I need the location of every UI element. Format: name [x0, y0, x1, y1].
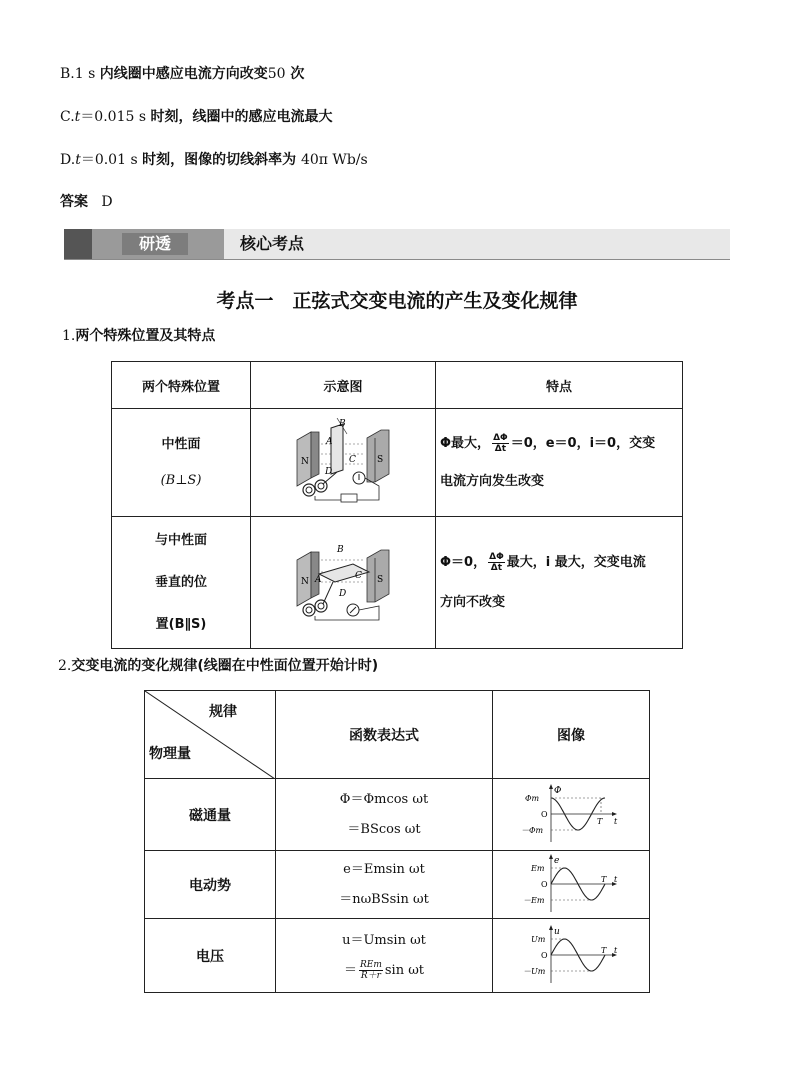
- emf-expr-cell: [276, 851, 493, 919]
- subheading-1: [62, 325, 215, 345]
- table1-header-position: 两个特殊位置: [112, 362, 251, 409]
- flux-graph-origin: O: [541, 809, 548, 819]
- voltage-expr2-eq: ＝: [343, 962, 357, 978]
- answer-label: 答案: [60, 194, 88, 210]
- voltage-frac-num: REm: [359, 959, 382, 970]
- neutral-plane-name: 中性面: [161, 436, 201, 452]
- diagram1-label-s: S: [377, 454, 384, 465]
- option-c-eq: ＝0.015 s: [80, 109, 151, 125]
- table1-row-perpendicular: [112, 517, 683, 649]
- option-c: [60, 106, 332, 126]
- table2-header-row: [145, 691, 650, 779]
- diagram1-label-d: D: [325, 466, 333, 477]
- perpendicular-feature-fraction: [488, 552, 505, 573]
- emf-graph-period: T: [601, 874, 607, 884]
- option-d: [60, 149, 368, 169]
- option-d-text: 时刻，图像的切线斜率为: [142, 152, 301, 168]
- corner-top-label: 规律: [209, 704, 237, 720]
- voltage-expr2-fraction: [359, 960, 383, 981]
- variation-law-table: [144, 690, 650, 993]
- subheading-1-text: 两个特殊位置及其特点: [75, 328, 216, 344]
- flux-graph-ylabel: Φ: [554, 785, 562, 796]
- table1-row-neutral: [112, 409, 683, 517]
- option-b-value: 50: [267, 66, 286, 82]
- diagram1-label-b: B: [339, 418, 346, 429]
- perpendicular-name-a: 与中性面: [154, 532, 207, 548]
- option-b-text: 内线圈中感应电流方向改变: [99, 66, 268, 82]
- subheading-2-num: 2.: [58, 658, 72, 674]
- flux-expr2: ＝BScos ωt: [347, 821, 421, 837]
- voltage-graph-ylabel: u: [554, 926, 560, 937]
- option-c-text: 时刻，线圈中的感应电流最大: [150, 109, 333, 125]
- perpendicular-name-b: 垂直的位: [154, 574, 207, 590]
- emf-graph-cell: [493, 851, 650, 919]
- flux-graph: [521, 784, 621, 842]
- subheading-1-num: 1.: [62, 328, 76, 344]
- emf-graph: [521, 854, 621, 912]
- emf-graph-t: t: [614, 874, 618, 884]
- option-c-var: t: [74, 109, 81, 125]
- diagram2-label-d: D: [339, 588, 347, 599]
- table2-row-flux: [145, 779, 650, 851]
- voltage-graph: [521, 925, 621, 983]
- answer: [60, 191, 113, 211]
- option-c-prefix: C.: [60, 109, 75, 125]
- diagram2-label-b: B: [337, 544, 344, 555]
- option-d-eq: ＝0.01 s: [80, 152, 143, 168]
- table2-row-voltage: [145, 919, 650, 993]
- perpendicular-feature-b: 最大，i 最大，交变电流: [506, 554, 646, 570]
- subheading-2-text: 交变电流的变化规律(线圈在中性面位置开始计时): [71, 658, 379, 674]
- flux-name: 磁通量: [145, 779, 276, 851]
- table1-header-feature: 特点: [436, 362, 683, 409]
- subheading-2: [58, 655, 378, 675]
- perpendicular-feature-a: Φ＝0，: [440, 554, 487, 570]
- emf-expr2: ＝nωBSsin ωt: [339, 891, 429, 907]
- banner-tag: 研透: [122, 233, 188, 255]
- answer-value: D: [101, 194, 113, 210]
- emf-graph-ymin: －Em: [523, 895, 545, 905]
- table2-header-expr: 函数表达式: [276, 691, 493, 779]
- voltage-graph-ymax: Um: [531, 934, 546, 944]
- voltage-graph-origin: O: [541, 950, 548, 960]
- emf-graph-ylabel: e: [554, 855, 560, 866]
- banner-rule: [64, 259, 730, 260]
- neutral-diagram-cell: [251, 409, 436, 517]
- section-banner: [64, 229, 730, 259]
- option-b-prefix: B.1 s: [60, 66, 100, 82]
- perpendicular-name-c: 置(B∥S): [155, 616, 207, 632]
- voltage-expr2: [276, 956, 492, 986]
- neutral-plane-note: (B⊥S): [160, 472, 202, 488]
- neutral-feature-cell: [436, 409, 683, 517]
- table1-header-diagram: 示意图: [251, 362, 436, 409]
- perpendicular-feature-cell: [436, 517, 683, 649]
- banner-dark-block: [64, 229, 92, 259]
- option-d-prefix: D.: [60, 152, 76, 168]
- flux-graph-ymin: －Φm: [521, 825, 544, 835]
- neutral-frac-den: Δt: [494, 443, 507, 454]
- diagram2-label-s: S: [377, 574, 384, 585]
- flux-graph-period: T: [597, 816, 603, 826]
- flux-graph-t: t: [614, 816, 618, 826]
- neutral-feature-b: ＝0，e＝0，i＝0，交变: [510, 435, 656, 451]
- voltage-graph-t: t: [614, 945, 618, 955]
- table2-header-graph: 图像: [493, 691, 650, 779]
- neutral-frac-num: ΔΦ: [493, 432, 508, 443]
- option-d-var: t: [75, 152, 81, 168]
- voltage-expr1: u＝Umsin ωt: [342, 932, 426, 948]
- table2-corner-cell: [145, 691, 276, 779]
- voltage-expr2-tail: sin ωt: [384, 962, 425, 978]
- emf-graph-ymax: Em: [531, 863, 545, 873]
- diagram2-label-n: N: [301, 576, 309, 587]
- banner-title: 核心考点: [240, 234, 305, 253]
- perpendicular-diagram-cell: [251, 517, 436, 649]
- emf-graph-origin: O: [541, 879, 548, 889]
- flux-expr1: Φ＝Φmcos ωt: [339, 791, 429, 807]
- flux-graph-cell: [493, 779, 650, 851]
- perpendicular-cell: [112, 517, 251, 649]
- voltage-expr-cell: [276, 919, 493, 993]
- neutral-plane-cell: [112, 409, 251, 517]
- flux-expr-cell: [276, 779, 493, 851]
- voltage-name: 电压: [145, 919, 276, 993]
- table1-header-row: [112, 362, 683, 409]
- section-title: 考点一 正弦式交变电流的产生及变化规律: [216, 290, 578, 312]
- table2-row-emf: [145, 851, 650, 919]
- voltage-graph-ymin: －Um: [523, 966, 546, 976]
- special-positions-table: [111, 361, 683, 649]
- perpendicular-frac-num: ΔΦ: [489, 551, 504, 562]
- flux-graph-ymax: Φm: [525, 793, 540, 803]
- generator-diagram-perpendicular: [293, 538, 393, 624]
- diagram2-label-a: A: [315, 574, 322, 585]
- neutral-feature-a: Φ最大，: [440, 435, 491, 451]
- diagram1-label-c: C: [349, 454, 356, 465]
- perpendicular-frac-den: Δt: [490, 562, 503, 573]
- diagram2-label-c: C: [355, 570, 362, 581]
- option-d-value: 40π Wb/s: [300, 152, 368, 168]
- emf-name: 电动势: [145, 851, 276, 919]
- perpendicular-feature-c: 方向不改变: [440, 594, 506, 610]
- voltage-graph-period: T: [601, 945, 607, 955]
- corner-bottom-label: 物理量: [149, 746, 191, 762]
- generator-diagram-neutral: [293, 418, 393, 504]
- neutral-feature-fraction: [492, 433, 509, 454]
- diagram1-label-a: A: [326, 436, 333, 447]
- emf-expr1: e＝Emsin ωt: [343, 861, 425, 877]
- option-b-suffix: 次: [285, 66, 305, 82]
- voltage-graph-cell: [493, 919, 650, 993]
- voltage-frac-den: R＋r: [360, 970, 381, 981]
- option-b: [60, 63, 304, 83]
- diagram1-label-n: N: [301, 456, 309, 467]
- neutral-feature-c: 电流方向发生改变: [440, 473, 545, 489]
